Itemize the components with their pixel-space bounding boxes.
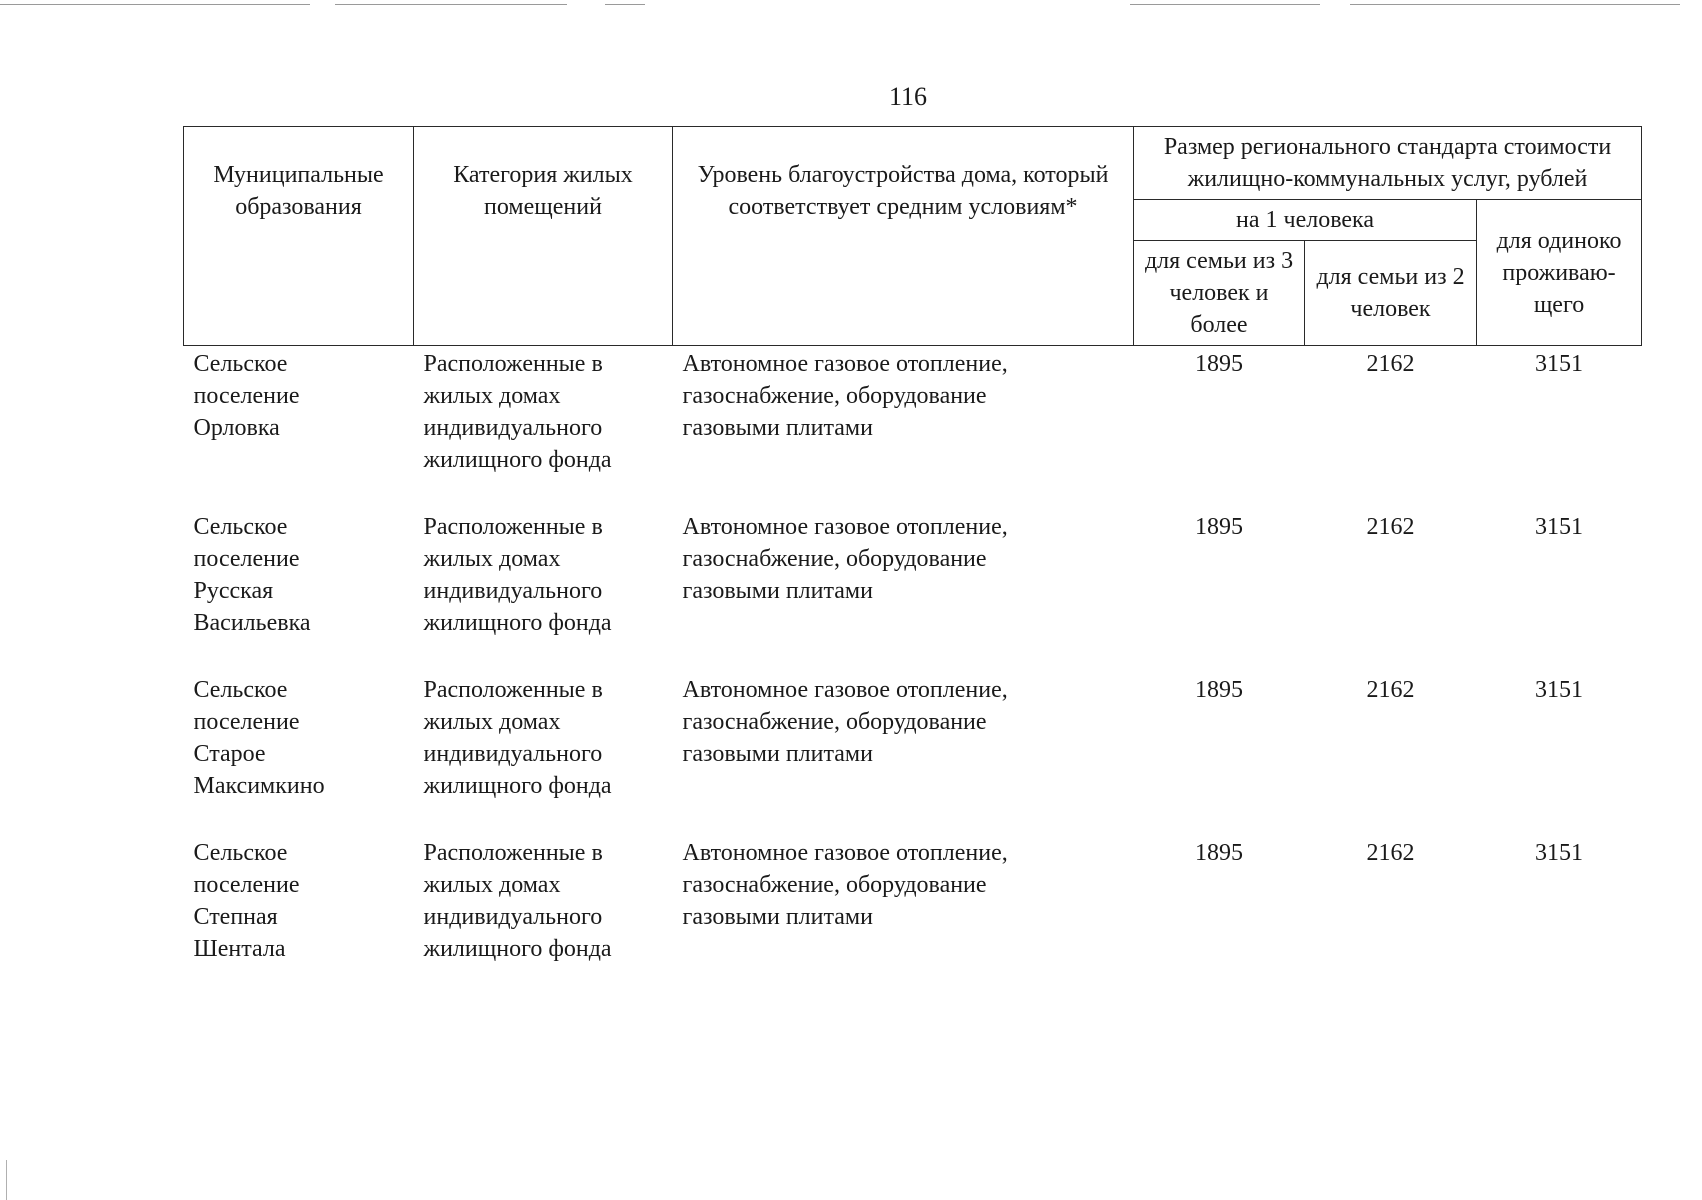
category-line: индивидуального <box>423 904 603 930</box>
category-line: жилищного фонда <box>423 610 612 636</box>
municipality-line: поселение <box>193 546 300 572</box>
municipality-line: Сельское <box>193 514 288 540</box>
amenity-line: газоснабжение, оборудование <box>682 872 987 898</box>
category-line: жилищного фонда <box>423 936 612 962</box>
value-single: 3151 <box>1535 514 1583 540</box>
municipality-line: Орловка <box>193 415 280 441</box>
value-family-2: 2162 <box>1366 351 1415 377</box>
value-family-2: 2162 <box>1366 514 1415 540</box>
category-line: жилищного фонда <box>423 447 612 473</box>
table-row <box>184 674 1642 837</box>
category-cell <box>414 511 673 674</box>
scan-artifact-edge <box>6 1160 7 1200</box>
municipality-line: Сельское <box>193 677 288 703</box>
table-row <box>184 346 1642 512</box>
scan-artifact-line <box>1130 4 1320 5</box>
municipality-cell <box>184 346 414 512</box>
municipality-line: Старое <box>193 741 266 767</box>
municipality-line: Сельское <box>193 840 288 866</box>
municipality-line: Шентала <box>193 936 286 962</box>
municipality-line: Русская <box>193 578 274 604</box>
scan-artifact-line <box>0 4 310 5</box>
category-line: индивидуального <box>423 415 603 441</box>
category-cell <box>414 837 673 1000</box>
amenity-line: газовыми плитами <box>682 578 873 604</box>
amenity-cell <box>673 511 1134 674</box>
header-amenity-level: Уровень благоустройства дома, который соответствует средним условиям* <box>673 127 1134 346</box>
regional-standard-table <box>183 126 1642 1000</box>
amenity-line: газовыми плитами <box>682 415 873 441</box>
category-line: индивидуального <box>423 741 603 767</box>
amenity-line: газовыми плитами <box>682 741 873 767</box>
amenity-cell <box>673 837 1134 1000</box>
category-line: жилых домах <box>423 709 561 735</box>
amenity-line: газовыми плитами <box>682 904 873 930</box>
header-per-person: на 1 человека <box>1134 200 1477 241</box>
value-family-2: 2162 <box>1366 840 1415 866</box>
amenity-line: Автономное газовое отопление, <box>682 514 1008 540</box>
amenity-line: Автономное газовое отопление, <box>682 840 1008 866</box>
value-family-3-plus: 1895 <box>1195 840 1243 866</box>
category-line: Расположенные в <box>423 514 603 540</box>
category-cell <box>414 346 673 512</box>
municipality-line: поселение <box>193 709 300 735</box>
category-cell <box>414 674 673 837</box>
category-line: жилых домах <box>423 546 561 572</box>
value-single: 3151 <box>1535 351 1583 377</box>
scan-artifact-line <box>605 4 645 5</box>
value-family-3-plus: 1895 <box>1195 677 1243 703</box>
scan-artifact-line <box>335 4 567 5</box>
value-family-3-plus: 1895 <box>1195 514 1243 540</box>
amenity-line: Автономное газовое отопление, <box>682 351 1008 377</box>
value-family-3-plus: 1895 <box>1195 351 1243 377</box>
header-municipality: Муниципальные образования <box>184 127 414 346</box>
municipality-line: Максимкино <box>193 773 325 799</box>
scan-artifact-line <box>1350 4 1680 5</box>
value-single: 3151 <box>1535 840 1583 866</box>
header-family-2: для семьи из 2 человек <box>1305 241 1477 346</box>
municipality-line: поселение <box>193 872 300 898</box>
amenity-cell <box>673 674 1134 837</box>
category-line: Расположенные в <box>423 351 603 377</box>
amenity-line: Автономное газовое отопление, <box>682 677 1008 703</box>
municipality-line: Степная <box>193 904 278 930</box>
value-single: 3151 <box>1535 677 1583 703</box>
value-family-2: 2162 <box>1366 677 1415 703</box>
municipality-line: Сельское <box>193 351 288 377</box>
municipality-cell <box>184 674 414 837</box>
header-category: Категория жилых помещений <box>414 127 673 346</box>
table-row <box>184 511 1642 674</box>
table-row <box>184 837 1642 1000</box>
amenity-line: газоснабжение, оборудование <box>682 383 987 409</box>
municipality-line: поселение <box>193 383 300 409</box>
category-line: жилищного фонда <box>423 773 612 799</box>
header-standard-size: Размер регионального стандарта стоимости жилищно-коммунальных услуг, рублей <box>1134 127 1642 200</box>
amenity-cell <box>673 346 1134 512</box>
header-family-3-plus: для семьи из 3 человек и более <box>1134 241 1305 346</box>
amenity-line: газоснабжение, оборудование <box>682 546 987 572</box>
category-line: жилых домах <box>423 872 561 898</box>
page-number: 116 <box>888 82 928 111</box>
amenity-line: газоснабжение, оборудование <box>682 709 987 735</box>
municipality-cell <box>184 511 414 674</box>
category-line: индивидуального <box>423 578 603 604</box>
category-line: жилых домах <box>423 383 561 409</box>
municipality-line: Васильевка <box>193 610 311 636</box>
municipality-cell <box>184 837 414 1000</box>
category-line: Расположенные в <box>423 677 603 703</box>
category-line: Расположенные в <box>423 840 603 866</box>
header-single-resident: для одиноко проживаю-щего <box>1477 200 1642 346</box>
